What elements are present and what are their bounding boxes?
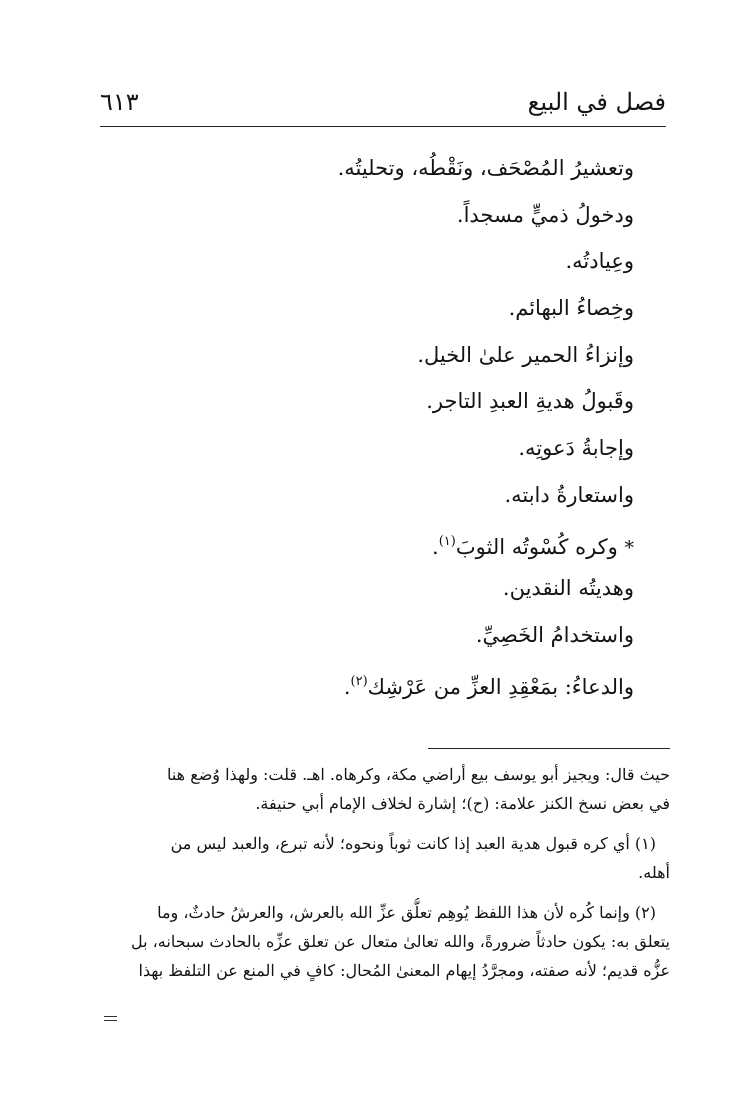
running-title: فصل في البيع <box>527 88 666 116</box>
main-line: واستعارةُ دابته. <box>504 482 634 507</box>
page-header <box>100 88 666 122</box>
main-line: * وكره كُسْوتُه الثوبَ$^{(١)}$. <box>432 533 634 559</box>
footnote-line: أهله. <box>638 863 670 882</box>
main-line: وهديتُه النقدين. <box>502 576 634 601</box>
footnote-line: يتعلق به: يكون حادثاً ضرورةً، والله تعالىٰ متعال عن تعلق عزِّه بالحادث سبحانه، بل <box>130 932 670 951</box>
continuation-mark <box>104 1016 117 1017</box>
footnotes <box>104 760 670 985</box>
footnote-line: في بعض نسخ الكنز علامة: (ح)؛ إشارة لخلاف الإمام أبي حنيفة. <box>255 794 670 813</box>
main-text <box>100 145 634 705</box>
footnote-ref: (٢) <box>350 673 368 689</box>
header-rule <box>100 126 666 127</box>
main-line: وإنزاءُ الحمير علىٰ الخيل. <box>417 342 634 367</box>
main-line: ودخولُ ذميٍّ مسجداً. <box>456 202 634 227</box>
footnote-gap <box>104 887 670 898</box>
main-line: وقَبولُ هديةِ العبدِ التاجر. <box>426 389 634 414</box>
footnote-separator <box>428 748 670 749</box>
footnote-line: (١) أي كره قبول هدية العبد إذا كانت ثوباً ونحوه؛ لأنه تبرع، والعبد ليس من <box>170 834 656 853</box>
main-line: واستخدامُ الخَصِيِّ. <box>475 622 634 647</box>
main-line: وتعشيرُ المُصْحَف، ونَقْطُه، وتحليتُه. <box>337 156 634 180</box>
main-line: وإجابةُ دَعوتِه. <box>518 436 634 461</box>
asterisk-marker: * <box>624 536 634 559</box>
footnote-ref: (١) <box>438 533 456 549</box>
footnote-line: حيث قال: ويجيز أبو يوسف بيع أراضي مكة، وكرهاه. اهـ. قلت: ولهذا وُضع هنا <box>166 765 670 784</box>
footnote-gap <box>104 818 670 829</box>
continuation-mark <box>104 1020 117 1021</box>
footnote-line: عزُّه قديم؛ لأنه صفته، ومجرَّدُ إيهام المعنىٰ المُحال: كافٍ في المنع عن التلفظ بهذا <box>138 961 670 980</box>
main-line: وخِصاءُ البهائم. <box>508 296 634 321</box>
main-line: والدعاءُ: بمَعْقِدِ العزِّ من عَرْشِك$^{(٢)}$. <box>343 673 634 699</box>
footnote-line: (٢) وإنما كُره لأن هذا اللفظ يُوهِم تعلُّق عزِّ الله بالعرش، والعرشُ حادثٌ، وما <box>157 903 656 922</box>
page-number: ٦١٣ <box>100 88 139 116</box>
main-line: وعِيادتُه. <box>565 249 634 274</box>
